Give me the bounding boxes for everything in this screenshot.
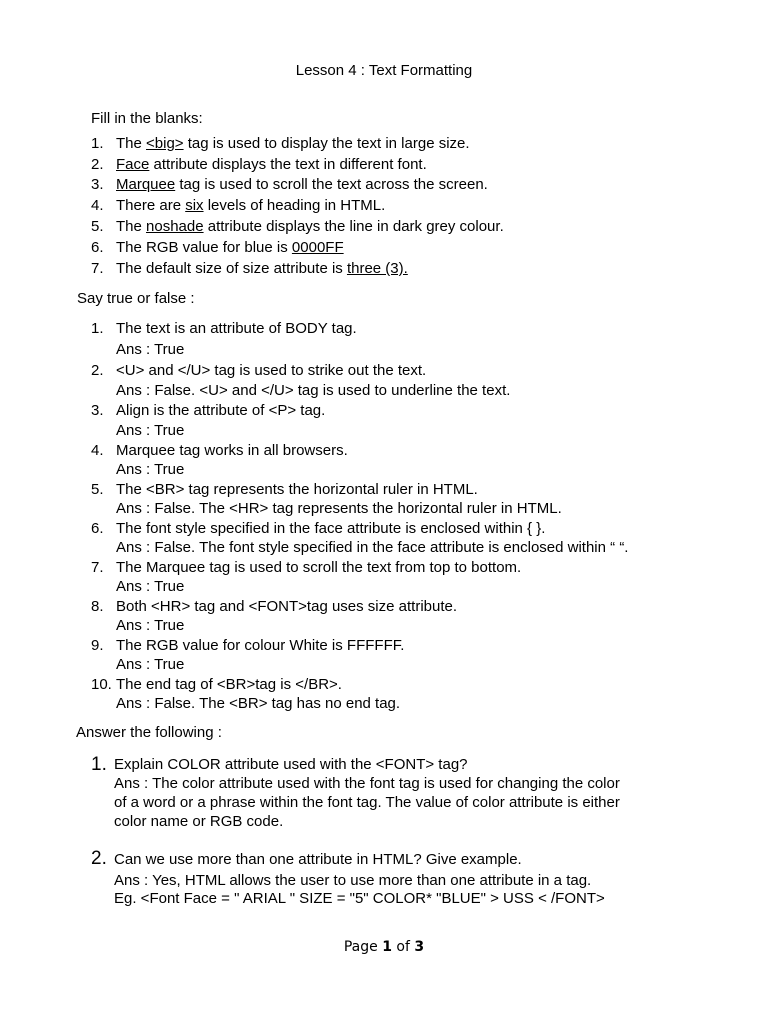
tf-item-question: <U> and </U> tag is used to strike out the text. <box>116 362 427 379</box>
fill-item-text: There are six levels of heading in HTML. <box>116 197 386 214</box>
tf-item-number: 5. <box>91 481 104 498</box>
fill-item-number: 7. <box>91 260 104 277</box>
tf-item-answer: Ans : True <box>116 422 185 439</box>
tf-item-number: 9. <box>91 637 104 654</box>
fill-item-text: The <big> tag is used to display the text in large size. <box>116 135 470 152</box>
fill-item-answer: 0000FF <box>291 239 344 256</box>
tf-item-question: The end tag of <BR>tag is </BR>. <box>116 676 342 693</box>
tf-item-number: 6. <box>91 520 104 537</box>
tf-item-question: The RGB value for colour White is FFFFFF. <box>116 637 405 654</box>
tf-item-number: 1. <box>91 320 104 337</box>
answer-item-line: color name or RGB code. <box>114 813 284 830</box>
fill-item-number: 6. <box>91 239 104 256</box>
tf-item-number: 3. <box>91 402 104 419</box>
page-total: 3 <box>414 939 425 955</box>
of-word: of <box>396 939 410 955</box>
fill-item-answer: <big> <box>146 135 184 152</box>
answer-item-number: 2. <box>91 848 107 869</box>
page-footer <box>0 939 768 955</box>
tf-item-question: The Marquee tag is used to scroll the text from top to bottom. <box>116 559 522 576</box>
page-number: 1 <box>382 939 392 955</box>
page-word: Page <box>343 939 378 955</box>
tf-item-answer: Ans : False. The <HR> tag represents the horizontal ruler in HTML. <box>116 500 562 517</box>
fill-item-answer: three (3). <box>346 260 408 277</box>
fill-item-number: 3. <box>91 176 104 193</box>
answer-item-line: Eg. <Font Face = " ARIAL " SIZE = "5" COLOR* "BLUE" > USS < /FONT> <box>114 890 605 907</box>
tf-item-answer: Ans : False. The font style specified in the face attribute is enclosed within “ “. <box>116 539 629 556</box>
tf-item-question: The text is an attribute of BODY tag. <box>116 320 357 337</box>
tf-item-number: 7. <box>91 559 104 576</box>
answer-item-line: Ans : Yes, HTML allows the user to use more than one attribute in a tag. <box>114 872 592 889</box>
tf-item-answer: Ans : True <box>116 578 185 595</box>
tf-item-answer: Ans : True <box>116 617 185 634</box>
tf-item-question: Both <HR> tag and <FONT>tag uses size attribute. <box>116 598 458 615</box>
fill-item-number: 2. <box>91 156 104 173</box>
tf-item-question: The font style specified in the face attribute is enclosed within { }. <box>116 520 546 537</box>
fill-item-answer: Face <box>116 156 150 173</box>
fill-item-text: Marquee tag is used to scroll the text across the screen. <box>116 176 488 193</box>
fill-item-text: Face attribute displays the text in different font. <box>116 156 427 173</box>
fill-item-answer: Marquee <box>116 176 176 193</box>
tf-item-number: 2. <box>91 362 104 379</box>
tf-item-number: 4. <box>91 442 104 459</box>
fill-item-answer: six <box>185 197 204 214</box>
tf-item-answer: Ans : False. <U> and </U> tag is used to underline the text. <box>116 382 511 399</box>
tf-item-question: The <BR> tag represents the horizontal ruler in HTML. <box>116 481 478 498</box>
tf-item-number: 10. <box>91 676 112 693</box>
tf-item-question: Marquee tag works in all browsers. <box>116 442 348 459</box>
tf-item-question: Align is the attribute of <P> tag. <box>116 402 326 419</box>
tf-item-answer: Ans : True <box>116 656 185 673</box>
fill-blanks-heading: Fill in the blanks: <box>91 110 203 127</box>
answer-item-line: of a word or a phrase within the font tag. The value of color attribute is either <box>114 794 620 811</box>
answer-item-question: Can we use more than one attribute in HTML? Give example. <box>114 851 522 868</box>
answer-heading: Answer the following : <box>76 724 222 741</box>
fill-item-answer: noshade <box>146 218 204 235</box>
answer-item-question: Explain COLOR attribute used with the <FONT> tag? <box>114 756 468 773</box>
page-title: Lesson 4 : Text Formatting <box>295 62 473 79</box>
fill-item-number: 5. <box>91 218 104 235</box>
tf-item-answer: Ans : True <box>116 461 185 478</box>
answer-item-line: Ans : The color attribute used with the font tag is used for changing the color <box>114 775 620 792</box>
fill-item-number: 4. <box>91 197 104 214</box>
fill-item-number: 1. <box>91 135 104 152</box>
tf-item-answer: Ans : False. The <BR> tag has no end tag. <box>116 695 401 712</box>
fill-item-text: The noshade attribute displays the line in dark grey colour. <box>116 218 504 235</box>
tf-item-answer: Ans : True <box>116 341 185 358</box>
answer-item-number: 1. <box>91 754 107 775</box>
tf-item-number: 8. <box>91 598 104 615</box>
true-false-heading: Say true or false : <box>77 290 195 307</box>
fill-item-text: The RGB value for blue is 0000FF <box>116 239 344 256</box>
fill-item-text: The default size of size attribute is three (3). <box>116 260 408 277</box>
